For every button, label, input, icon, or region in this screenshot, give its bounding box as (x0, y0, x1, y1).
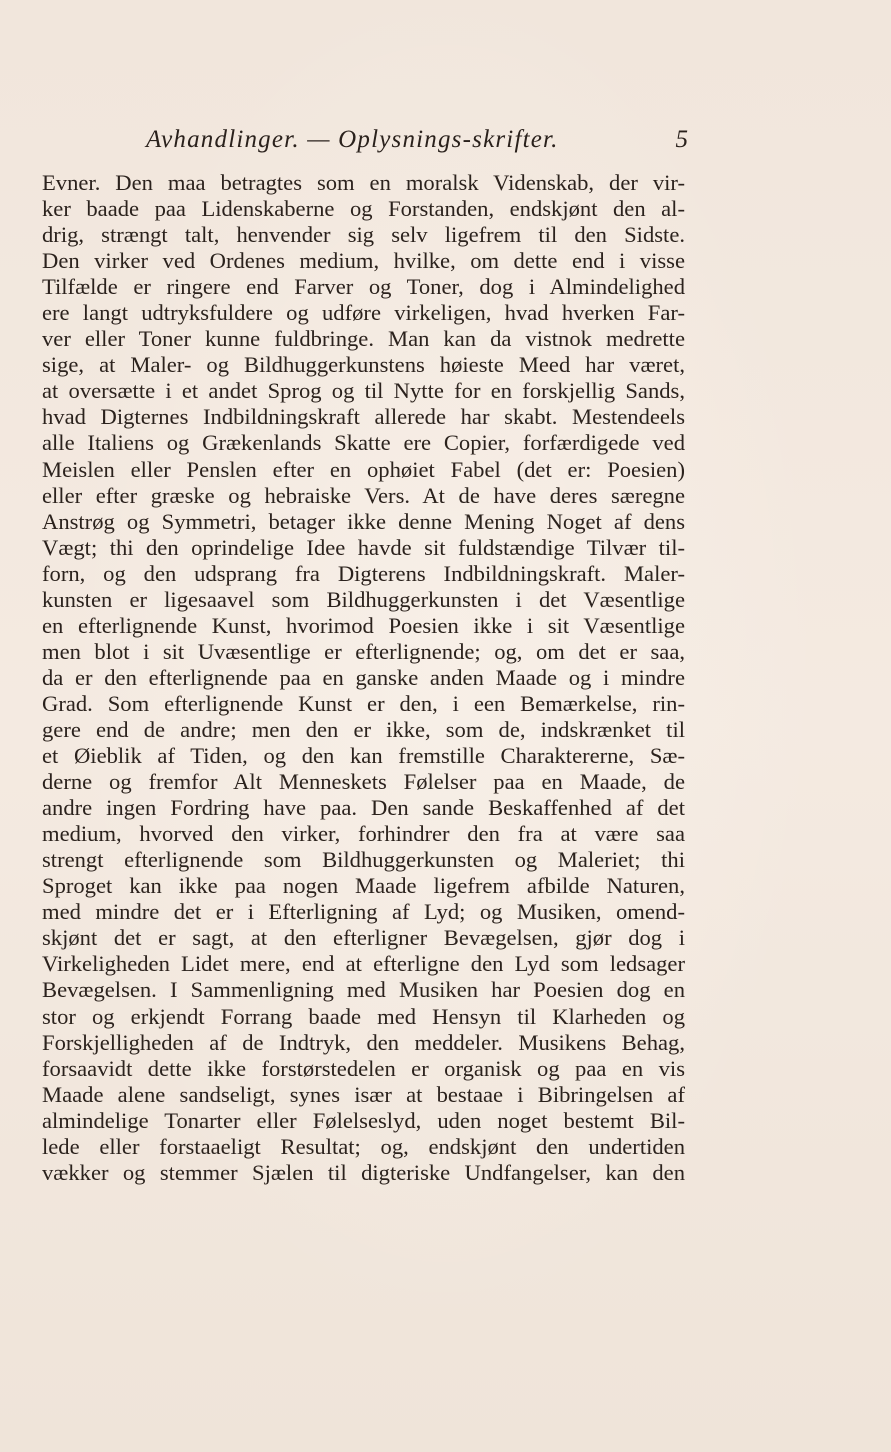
text-line: en efterlignende Kunst, hvorimod Poesien ikke i sit Væsentlige (42, 612, 685, 638)
text-line: forsaavidt dette ikke forstørstedelen er organisk og paa en vis (42, 1055, 685, 1081)
text-line: Anstrøg og Symmetri, betager ikke denne Mening Noget af dens (42, 508, 685, 534)
text-line: ere langt udtryksfuldere og udføre virkeligen, hvad hverken Far- (42, 300, 685, 326)
text-line: da er den efterlignende paa en ganske anden Maade og i mindre (42, 664, 685, 690)
page-header (136, 126, 688, 162)
text-line: vækker og stemmer Sjælen til digteriske Undfangelser, kan den (42, 1159, 685, 1185)
text-line: drig, strængt talt, henvender sig selv ligefrem til den Sidste. (42, 222, 685, 248)
text-line: stor og erkjendt Forrang baade med Hensyn til Klarheden og (42, 1003, 685, 1029)
text-line: skjønt det er sagt, at den efterligner Bevægelsen, gjør dog i (42, 925, 685, 951)
body-text (42, 170, 685, 1186)
text-line: Forskjelligheden af de Indtryk, den meddeler. Musikens Behag, (42, 1029, 685, 1055)
text-line: andre ingen Fordring have paa. Den sande Beskaffenhed af det (42, 795, 685, 821)
text-line: Sproget kan ikke paa nogen Maade ligefrem afbilde Naturen, (42, 873, 685, 899)
text-line: forn, og den udsprang fra Digterens Indbildningskraft. Maler- (42, 560, 685, 586)
text-line: men blot i sit Uvæsentlige er efterlignende; og, om det er saa, (42, 638, 685, 664)
text-line: alle Italiens og Grækenlands Skatte ere Copier, forfærdigede ved (42, 430, 685, 456)
text-line: Bevægelsen. I Sammenligning med Musiken har Poesien dog en (42, 977, 685, 1003)
text-line: almindelige Tonarter eller Følelseslyd, uden noget bestemt Bil- (42, 1107, 685, 1133)
text-line: at oversætte i et andet Sprog og til Nytte for en forskjellig Sands, (42, 378, 685, 404)
text-line: gere end de andre; men den er ikke, som de, indskrænket til (42, 716, 685, 742)
text-line: kunsten er ligesaavel som Bildhuggerkunsten i det Væsentlige (42, 586, 685, 612)
text-line: hvad Digternes Indbildningskraft allerede har skabt. Mestendeels (42, 404, 685, 430)
text-line: Tilfælde er ringere end Farver og Toner, dog i Almindelighed (42, 274, 685, 300)
text-line: Grad. Som efterlignende Kunst er den, i een Bemærkelse, rin- (42, 690, 685, 716)
running-title: Avhandlinger. — Oplysnings-skrifter. (146, 126, 559, 153)
text-line: eller efter græske og hebraiske Vers. At de have deres særegne (42, 482, 685, 508)
text-line: Maade alene sandseligt, synes især at bestaae i Bibringelsen af (42, 1081, 685, 1107)
text-line: sige, at Maler- og Bildhuggerkunstens høieste Meed har været, (42, 352, 685, 378)
text-line: lede eller forstaaeligt Resultat; og, endskjønt den undertiden (42, 1133, 685, 1159)
text-line: medium, hvorved den virker, forhindrer den fra at være saa (42, 821, 685, 847)
text-line: derne og fremfor Alt Menneskets Følelser paa en Maade, de (42, 769, 685, 795)
text-line: ker baade paa Lidenskaberne og Forstanden, endskjønt den al- (42, 196, 685, 222)
text-line: Den virker ved Ordenes medium, hvilke, om dette end i visse (42, 248, 685, 274)
text-line: strengt efterlignende som Bildhuggerkunsten og Maleriet; thi (42, 847, 685, 873)
text-line: Vægt; thi den oprindelige Idee havde sit fuldstændige Tilvær til- (42, 534, 685, 560)
text-line: med mindre det er i Efterligning af Lyd; og Musiken, omend- (42, 899, 685, 925)
text-line: Meislen eller Penslen efter en ophøiet Fabel (det er: Poesien) (42, 456, 685, 482)
text-line: Evner. Den maa betragtes som en moralsk Videnskab, der vir- (42, 170, 685, 195)
text-line: et Øieblik af Tiden, og den kan fremstille Charaktererne, Sæ- (42, 743, 685, 769)
page-number: 5 (675, 126, 688, 153)
text-line: ver eller Toner kunne fuldbringe. Man kan da vistnok medrette (42, 326, 685, 352)
text-line: Virkeligheden Lidet mere, end at efterligne den Lyd som ledsager (42, 951, 685, 977)
